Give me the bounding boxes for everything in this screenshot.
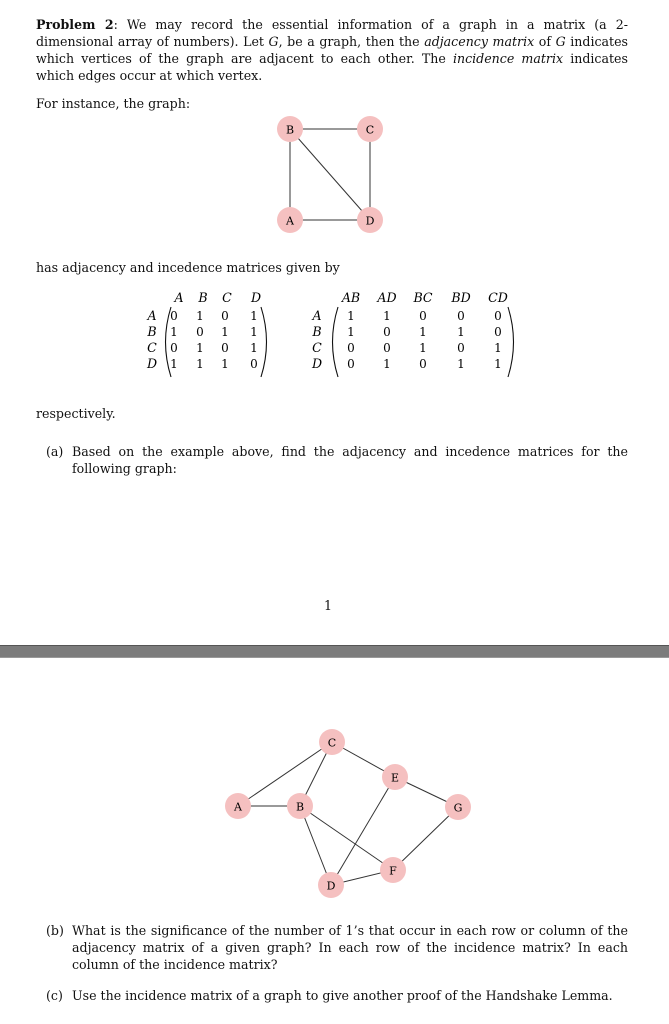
second-graph-edges [238,742,458,885]
inc-row-label-c: C [312,340,322,355]
example-node-d [357,207,383,233]
incidence-matrix [305,285,525,381]
node-d-label: D [326,879,336,893]
adjacency-matrix [140,285,280,381]
intro-text-1: : We may record the essential information of a graph in a matrix (a 2-dimensional array of numbers). Let [36,17,628,49]
node-e [382,764,408,790]
node-c-label: C [327,736,337,750]
intro-text-4: indicates which vertices of the graph are adjacent to each other. The [36,34,629,66]
adj-cell: 1 [221,325,229,339]
inc-col-label-cd: CD [488,290,508,305]
second-graph [218,726,478,906]
inc-cell: 1 [457,325,465,339]
adj-cell: 0 [170,341,178,355]
inc-cell: 0 [383,325,391,339]
example-node-a-label: A [286,214,294,228]
node-d [318,872,344,898]
inc-col-label-ad: AD [377,290,397,305]
example-node-c-label: C [365,123,375,137]
adj-cell: 1 [196,357,204,371]
example-graph-edges [290,129,370,220]
part-a-text: Based on the example above, find the adjacency and incedence matrices for the following graph: [72,444,628,476]
inc-cell: 1 [419,341,427,355]
adj-cell: 1 [196,309,204,323]
adj-cell: 1 [170,357,178,371]
adj-cell: 0 [170,309,178,323]
adj-cell: 1 [250,309,258,323]
example-node-c [357,116,383,142]
adj-col-label-a: A [174,290,184,305]
inc-row-label-a: A [312,308,322,323]
adj-row-label-c: C [147,340,157,355]
adj-cell: 0 [250,357,258,371]
incidence-term: incidence matrix [452,51,564,66]
adj-row-label-b: B [147,324,157,339]
node-g-label: G [453,801,463,815]
edge-a-c [238,742,332,806]
problem-label: Problem 2 [36,17,114,32]
adj-cell: 1 [196,341,204,355]
part-c-text: Use the incidence matrix of a graph to give another proof of the Handshake Lemma. [72,988,613,1003]
node-a-label: A [234,800,242,814]
example-node-d-label: D [365,214,375,228]
adj-cell: 1 [221,357,229,371]
inc-row-label-b: B [312,324,322,339]
adjacency-term: adjacency matrix [424,34,535,49]
part-a [46,443,628,477]
adj-cell: 1 [170,325,178,339]
part-b-label: (b) [46,923,64,938]
intro-text-2: , be a graph, then the [278,34,425,49]
part-b-text: What is the significance of the number of 1’s that occur in each row or column of the adjacency matrix of a given graph? In each row of the incidence matrix? In each column of the incidence matrix? [72,923,628,972]
adj-col-label-b: B [198,290,208,305]
part-a-label: (a) [46,444,64,459]
inc-cell: 0 [457,341,465,355]
node-g [445,794,471,820]
inc-cell: 1 [419,325,427,339]
node-a [225,793,251,819]
example-graph [270,110,390,236]
adj-col-label-d: D [250,290,262,305]
adj-row-label-a: A [147,308,157,323]
inc-cell: 0 [457,309,465,323]
inc-cell: 1 [494,341,502,355]
node-b [287,793,313,819]
node-f [380,857,406,883]
problem-statement [36,16,628,84]
part-b [46,922,628,973]
intro-text-3: of [534,34,556,49]
inc-cell: 0 [494,309,502,323]
inc-row-label-d: D [311,356,323,371]
inc-cell: 0 [347,341,355,355]
adj-cell: 0 [221,341,229,355]
node-b-label: B [295,800,305,814]
adj-cell: 0 [221,309,229,323]
has-matrices-text: has adjacency and incedence matrices given by [36,260,340,275]
adj-col-label-c: C [222,290,232,305]
node-f-label: F [389,864,397,878]
intro-text-5: indicates which edges occur at which vertex. [36,51,628,83]
inc-cell: 0 [419,357,427,371]
inc-cell: 0 [383,341,391,355]
inc-col-label-bc: BC [413,290,433,305]
respectively-text: respectively. [36,406,116,421]
inc-cell: 0 [494,325,502,339]
inc-cell: 0 [419,309,427,323]
example-node-b-label: B [285,123,295,137]
edge-bd [290,129,370,220]
adj-cell: 1 [250,325,258,339]
inc-cell: 1 [347,309,355,323]
example-node-a [277,207,303,233]
inc-cell: 1 [457,357,465,371]
inc-cell: 1 [347,325,355,339]
inc-cell: 0 [347,357,355,371]
page-2 [0,658,669,1024]
inc-right-paren [508,307,514,377]
example-node-b [277,116,303,142]
adj-right-paren [261,307,267,377]
adj-row-label-d: D [146,356,158,371]
edge-f-g [393,807,458,870]
page-number: 1 [324,598,333,613]
page-separator [0,645,669,658]
inc-cell: 1 [383,357,391,371]
edge-b-f [300,806,393,870]
inc-cell: 1 [383,309,391,323]
graph-symbol-2: G [555,34,566,49]
node-c [319,729,345,755]
node-e-label: E [390,771,400,785]
inc-col-label-bd: BD [451,290,471,305]
for-instance-text: For instance, the graph: [36,96,191,111]
adj-cell: 1 [250,341,258,355]
inc-left-paren [333,307,339,377]
adj-cell: 0 [196,325,204,339]
part-c-label: (c) [46,988,63,1003]
graph-symbol: G [268,34,279,49]
inc-col-label-ab: AB [341,290,361,305]
inc-cell: 1 [494,357,502,371]
part-c [46,987,628,1004]
